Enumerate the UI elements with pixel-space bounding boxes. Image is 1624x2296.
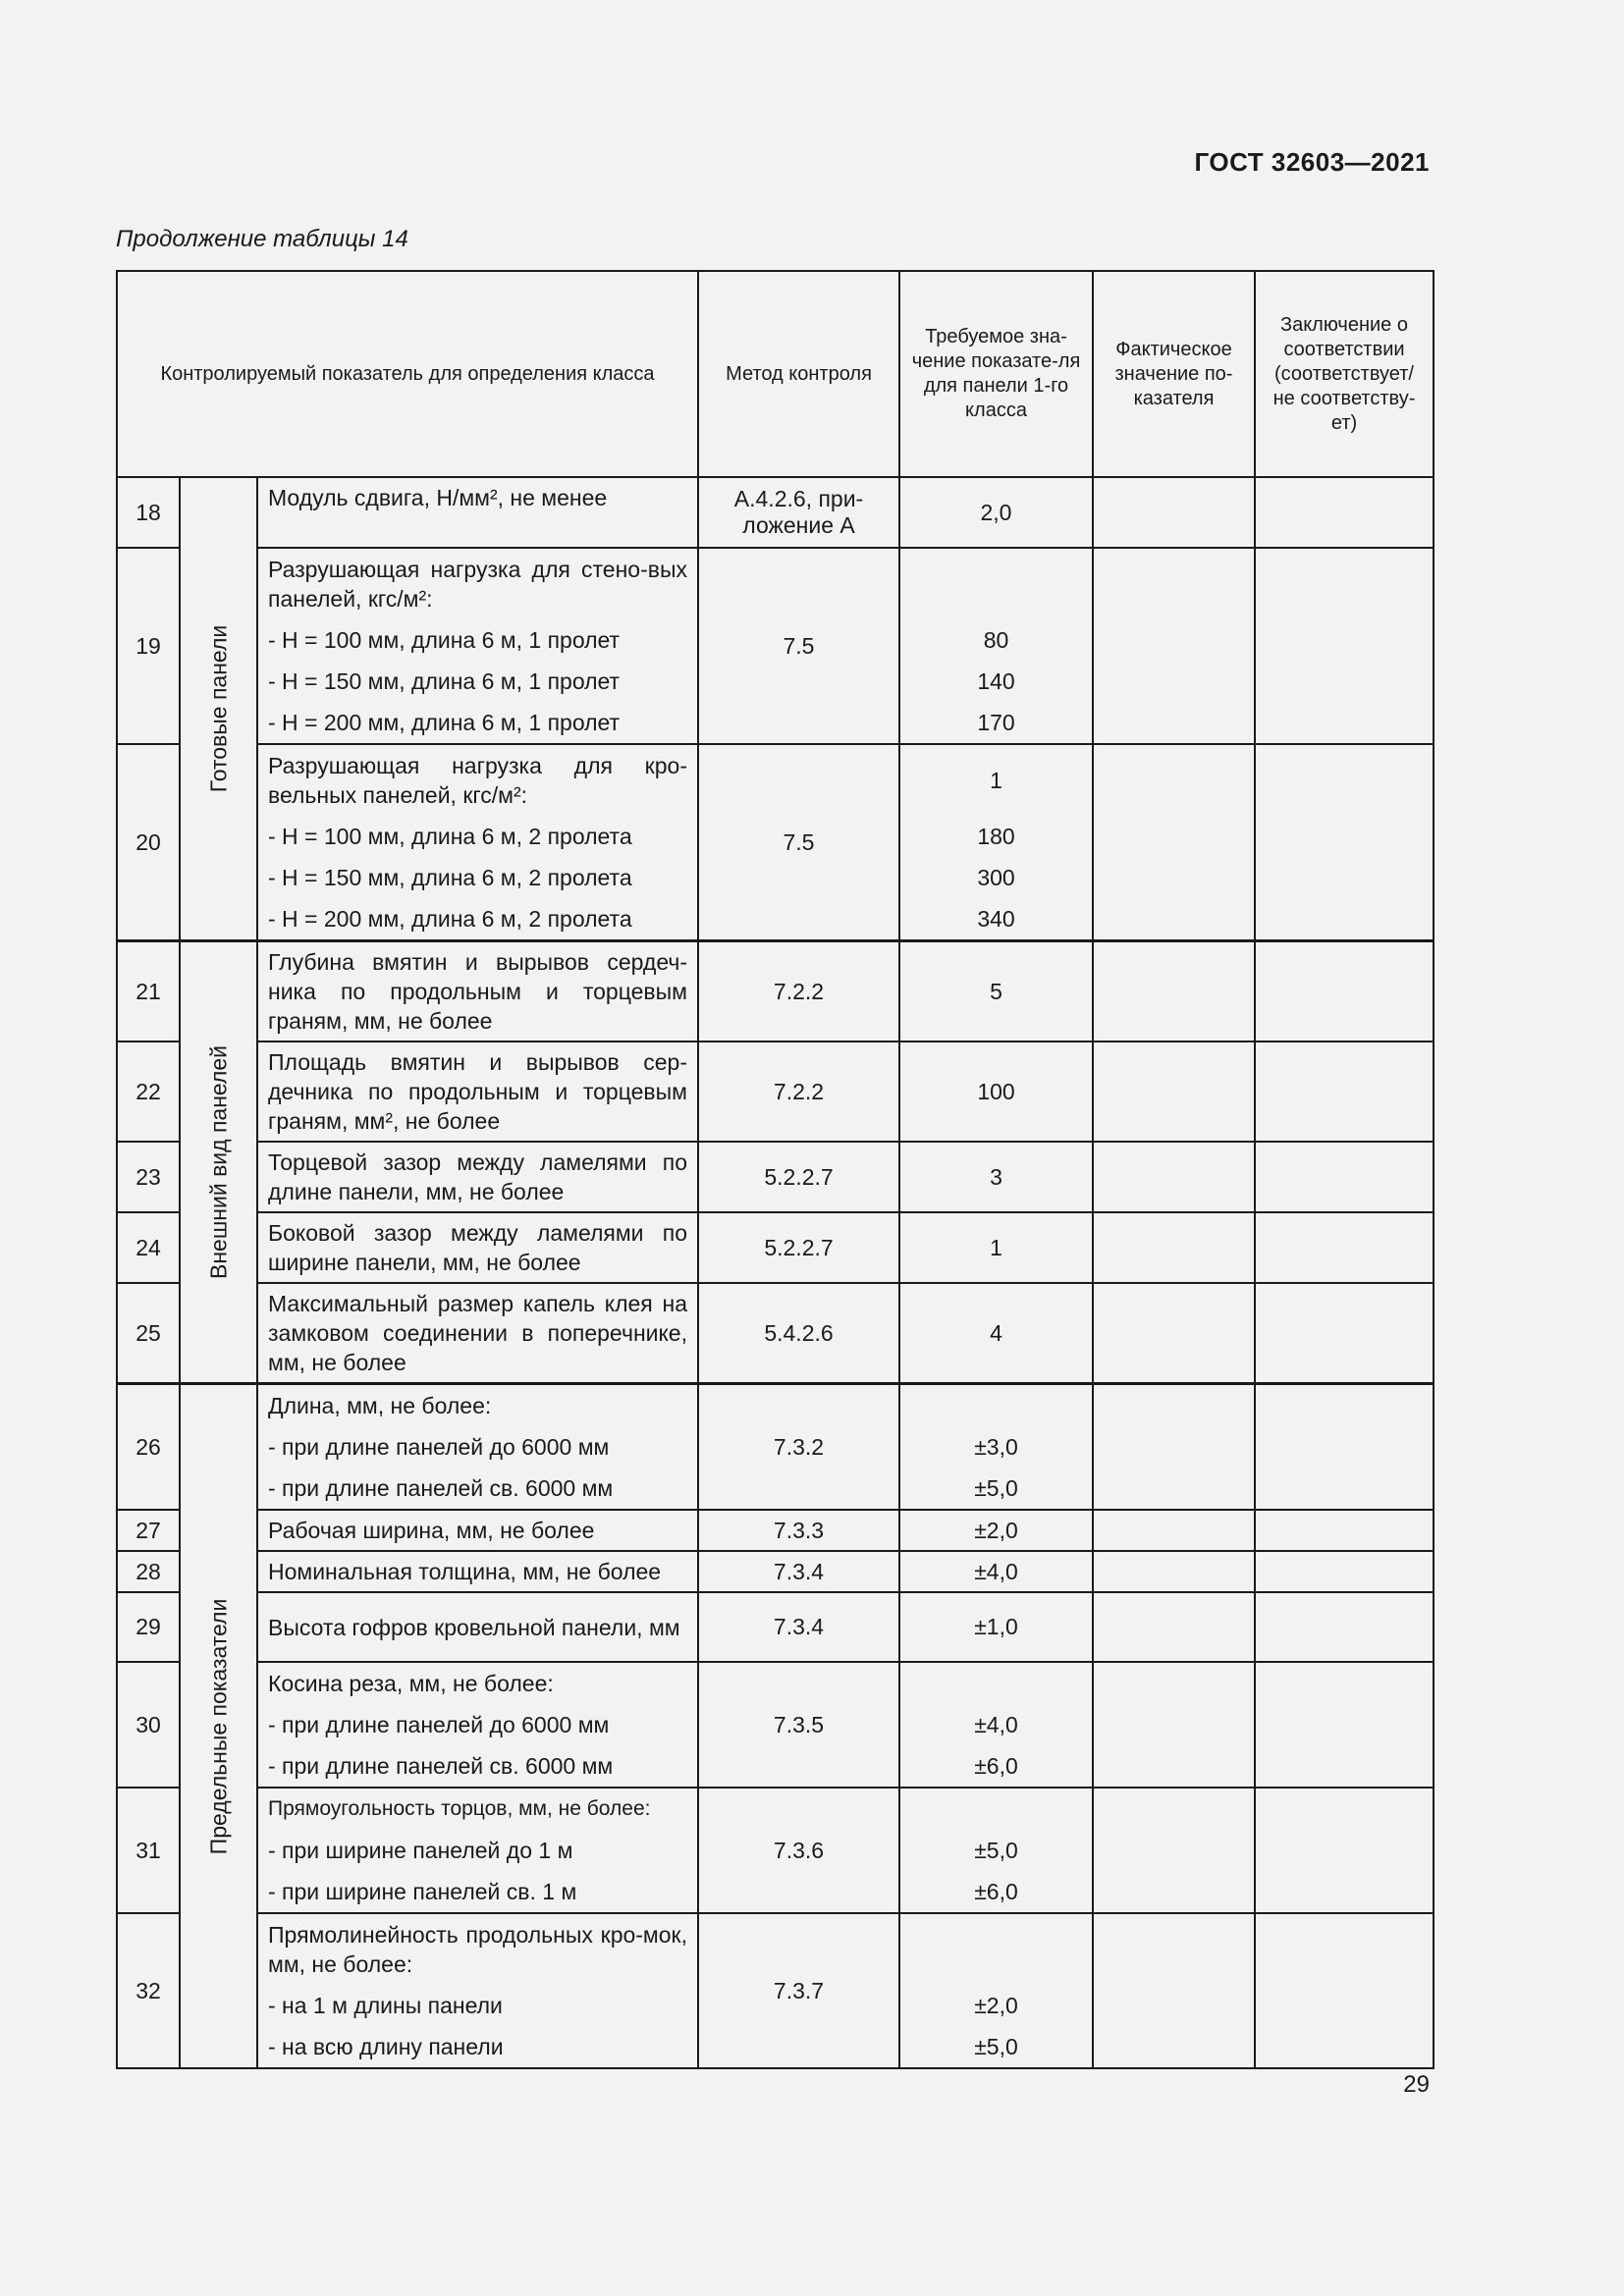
required-cell xyxy=(899,1788,1093,1913)
method-cell: 5.2.2.7 xyxy=(698,1142,899,1212)
table-row xyxy=(117,1788,1434,1913)
conclusion-cell[interactable] xyxy=(1255,941,1434,1042)
required-value: 300 xyxy=(977,865,1015,890)
conclusion-cell[interactable] xyxy=(1255,1212,1434,1283)
required-value: 140 xyxy=(977,668,1015,694)
indicator-cell: Номинальная толщина, мм, не более xyxy=(257,1551,698,1592)
actual-cell[interactable] xyxy=(1093,1510,1255,1551)
indicator-subitem: - при длине панелей св. 6000 мм xyxy=(268,1753,614,1779)
row-number: 18 xyxy=(117,477,180,548)
required-cell: 5 xyxy=(899,941,1093,1042)
row-number: 29 xyxy=(117,1592,180,1662)
actual-cell[interactable] xyxy=(1093,1788,1255,1913)
table-header-row xyxy=(117,271,1434,477)
required-value: ±5,0 xyxy=(974,2034,1018,2059)
required-value: ±4,0 xyxy=(974,1712,1018,1737)
required-cell: 1 xyxy=(899,1212,1093,1283)
method-cell: 5.2.2.7 xyxy=(698,1212,899,1283)
indicator-subitem: - Н = 100 мм, длина 6 м, 2 пролета xyxy=(268,824,632,849)
required-value: 170 xyxy=(977,710,1015,735)
method-cell: 7.3.7 xyxy=(698,1913,899,2068)
indicator-subitem: - при ширине панелей до 1 м xyxy=(268,1838,573,1863)
required-cell xyxy=(899,1913,1093,2068)
method-cell: 7.3.4 xyxy=(698,1551,899,1592)
col-header-method: Метод контроля xyxy=(698,271,899,477)
row-number: 27 xyxy=(117,1510,180,1551)
row-number: 23 xyxy=(117,1142,180,1212)
method-cell: 7.3.5 xyxy=(698,1662,899,1788)
required-cell xyxy=(899,1384,1093,1511)
conclusion-cell[interactable] xyxy=(1255,1142,1434,1212)
method-cell: 5.4.2.6 xyxy=(698,1283,899,1384)
indicator-subitem: - Н = 200 мм, длина 6 м, 1 пролет xyxy=(268,710,621,735)
actual-cell[interactable] xyxy=(1093,1142,1255,1212)
indicator-text: Высота гофров кровельной панели, мм xyxy=(268,1614,680,1640)
indicator-subitem: - Н = 150 мм, длина 6 м, 2 пролета xyxy=(268,865,632,890)
document-id: ГОСТ 32603—2021 xyxy=(1194,147,1430,177)
indicator-text: Максимальный размер капель клея на замковом соединении в поперечнике, мм, не более xyxy=(268,1291,687,1375)
indicator-cell xyxy=(257,1283,698,1384)
col-header-conclusion: Заключение о соответствии (соответствует/ не соответству-ет) xyxy=(1255,271,1434,477)
group-label: Предельные показатели xyxy=(205,1598,231,1854)
conclusion-cell[interactable] xyxy=(1255,1283,1434,1384)
table-row xyxy=(117,1592,1434,1662)
group-cell xyxy=(180,1384,257,2069)
parameters-table xyxy=(116,270,1435,2069)
indicator-text: Разрушающая нагрузка для стено-вых панелей, кгс/м²: xyxy=(268,557,687,612)
group-cell xyxy=(180,941,257,1384)
table-row xyxy=(117,1551,1434,1592)
table-caption: Продолжение таблицы 14 xyxy=(116,226,408,252)
row-number: 19 xyxy=(117,548,180,744)
method-cell: 7.3.2 xyxy=(698,1384,899,1511)
row-number: 30 xyxy=(117,1662,180,1788)
row-number: 32 xyxy=(117,1913,180,2068)
conclusion-cell[interactable] xyxy=(1255,1384,1434,1511)
indicator-subitem: - Н = 200 мм, длина 6 м, 2 пролета xyxy=(268,906,632,932)
row-number: 26 xyxy=(117,1384,180,1511)
required-cell: 3 xyxy=(899,1142,1093,1212)
col-header-required: Требуемое зна-чение показате-ля для панели 1-го класса xyxy=(899,271,1093,477)
row-number: 28 xyxy=(117,1551,180,1592)
indicator-subitem: - Н = 150 мм, длина 6 м, 1 пролет xyxy=(268,668,621,694)
table-row xyxy=(117,941,1434,1042)
indicator-text: Прямолинейность продольных кро-мок, мм, не более: xyxy=(268,1922,687,1977)
table-row xyxy=(117,1212,1434,1283)
table-row xyxy=(117,1041,1434,1142)
conclusion-cell[interactable] xyxy=(1255,1913,1434,2068)
actual-cell[interactable] xyxy=(1093,1662,1255,1788)
required-value: ±6,0 xyxy=(974,1753,1018,1779)
row-number: 31 xyxy=(117,1788,180,1913)
required-value: ±5,0 xyxy=(974,1838,1018,1863)
table-row xyxy=(117,744,1434,941)
actual-cell[interactable] xyxy=(1093,1913,1255,2068)
indicator-subitem: - при длине панелей св. 6000 мм xyxy=(268,1475,614,1501)
row-number: 22 xyxy=(117,1041,180,1142)
table-row xyxy=(117,1510,1434,1551)
indicator-text: Модуль сдвига, Н/мм², не менее xyxy=(268,485,608,510)
required-value: ±3,0 xyxy=(974,1434,1018,1460)
indicator-cell xyxy=(257,1384,698,1511)
conclusion-cell[interactable] xyxy=(1255,744,1434,941)
actual-cell[interactable] xyxy=(1093,744,1255,941)
indicator-cell xyxy=(257,1592,698,1662)
conclusion-cell[interactable] xyxy=(1255,1551,1434,1592)
method-cell: 7.3.4 xyxy=(698,1592,899,1662)
actual-cell[interactable] xyxy=(1093,1041,1255,1142)
indicator-subitem: - при длине панелей до 6000 мм xyxy=(268,1434,610,1460)
required-cell xyxy=(899,1662,1093,1788)
table-row xyxy=(117,477,1434,548)
table-row xyxy=(117,1913,1434,2068)
indicator-cell: Рабочая ширина, мм, не более xyxy=(257,1510,698,1551)
indicator-text: Глубина вмятин и вырывов сердеч-ника по продольным и торцевым граням, мм, не более xyxy=(268,949,687,1034)
indicator-cell xyxy=(257,1788,698,1913)
table-row xyxy=(117,548,1434,744)
conclusion-cell[interactable] xyxy=(1255,1041,1434,1142)
indicator-text: Торцевой зазор между ламелями по длине панели, мм, не более xyxy=(268,1149,687,1204)
table-row xyxy=(117,1662,1434,1788)
row-number: 25 xyxy=(117,1283,180,1384)
required-cell: 100 xyxy=(899,1041,1093,1142)
indicator-cell xyxy=(257,744,698,941)
indicator-subitem: - при длине панелей до 6000 мм xyxy=(268,1712,610,1737)
conclusion-cell[interactable] xyxy=(1255,548,1434,744)
required-cell: ±1,0 xyxy=(899,1592,1093,1662)
row-number: 21 xyxy=(117,941,180,1042)
method-cell: 7.2.2 xyxy=(698,941,899,1042)
conclusion-cell[interactable] xyxy=(1255,1662,1434,1788)
required-cell xyxy=(899,548,1093,744)
col-header-indicator: Контролируемый показатель для определения класса xyxy=(117,271,698,477)
required-cell xyxy=(899,744,1093,941)
required-value: 180 xyxy=(977,824,1015,849)
table-row xyxy=(117,1142,1434,1212)
conclusion-cell[interactable] xyxy=(1255,477,1434,548)
required-value: ±5,0 xyxy=(974,1475,1018,1501)
required-cell: ±2,0 xyxy=(899,1510,1093,1551)
group-cell xyxy=(180,477,257,941)
page-number: 29 xyxy=(1403,2071,1430,2098)
actual-cell[interactable] xyxy=(1093,1592,1255,1662)
indicator-text: Косина реза, мм, не более: xyxy=(268,1671,554,1696)
indicator-text: Длина, мм, не более: xyxy=(268,1393,492,1418)
indicator-cell xyxy=(257,1142,698,1212)
required-cell: 4 xyxy=(899,1283,1093,1384)
actual-cell[interactable] xyxy=(1093,1384,1255,1511)
indicator-text: Разрушающая нагрузка для кро-вельных панелей, кгс/м²: xyxy=(268,753,687,808)
conclusion-cell[interactable] xyxy=(1255,1510,1434,1551)
indicator-text: Боковой зазор между ламелями по ширине панели, мм, не более xyxy=(268,1220,687,1275)
indicator-subitem: - на 1 м длины панели xyxy=(268,1993,503,2018)
indicator-cell xyxy=(257,1041,698,1142)
method-cell: 7.5 xyxy=(698,548,899,744)
indicator-subitem: - на всю длину панели xyxy=(268,2034,504,2059)
indicator-cell xyxy=(257,1662,698,1788)
table-row xyxy=(117,1283,1434,1384)
actual-cell[interactable] xyxy=(1093,1212,1255,1283)
required-value: ±2,0 xyxy=(974,1993,1018,2018)
method-cell: 7.5 xyxy=(698,744,899,941)
required-value: 340 xyxy=(977,906,1015,932)
required-value: 1 xyxy=(990,768,1002,793)
indicator-subitem: - при ширине панелей св. 1 м xyxy=(268,1879,577,1904)
required-value: ±6,0 xyxy=(974,1879,1018,1904)
indicator-cell xyxy=(257,941,698,1042)
conclusion-cell[interactable] xyxy=(1255,1788,1434,1913)
col-header-actual: Фактическое значение по-казателя xyxy=(1093,271,1255,477)
indicator-cell xyxy=(257,1212,698,1283)
actual-cell[interactable] xyxy=(1093,548,1255,744)
group-label: Внешний вид панелей xyxy=(205,1045,231,1279)
method-cell: А.4.2.6, при-ложение А xyxy=(698,477,899,548)
required-cell: ±4,0 xyxy=(899,1551,1093,1592)
conclusion-cell[interactable] xyxy=(1255,1592,1434,1662)
method-cell: 7.3.3 xyxy=(698,1510,899,1551)
row-number: 20 xyxy=(117,744,180,941)
indicator-cell xyxy=(257,1913,698,2068)
method-cell: 7.3.6 xyxy=(698,1788,899,1913)
indicator-cell xyxy=(257,548,698,744)
required-cell: 2,0 xyxy=(899,477,1093,548)
method-cell: 7.2.2 xyxy=(698,1041,899,1142)
table-row xyxy=(117,1384,1434,1511)
required-value: 80 xyxy=(983,627,1009,653)
actual-cell[interactable] xyxy=(1093,1551,1255,1592)
indicator-text: Прямоугольность торцов, мм, не более: xyxy=(268,1797,651,1820)
indicator-text: Площадь вмятин и вырывов сер-дечника по продольным и торцевым граням, мм², не более xyxy=(268,1049,687,1134)
group-label: Готовые панели xyxy=(205,624,231,793)
actual-cell[interactable] xyxy=(1093,941,1255,1042)
indicator-cell xyxy=(257,477,698,548)
indicator-subitem: - Н = 100 мм, длина 6 м, 1 пролет xyxy=(268,627,621,653)
actual-cell[interactable] xyxy=(1093,477,1255,548)
row-number: 24 xyxy=(117,1212,180,1283)
actual-cell[interactable] xyxy=(1093,1283,1255,1384)
